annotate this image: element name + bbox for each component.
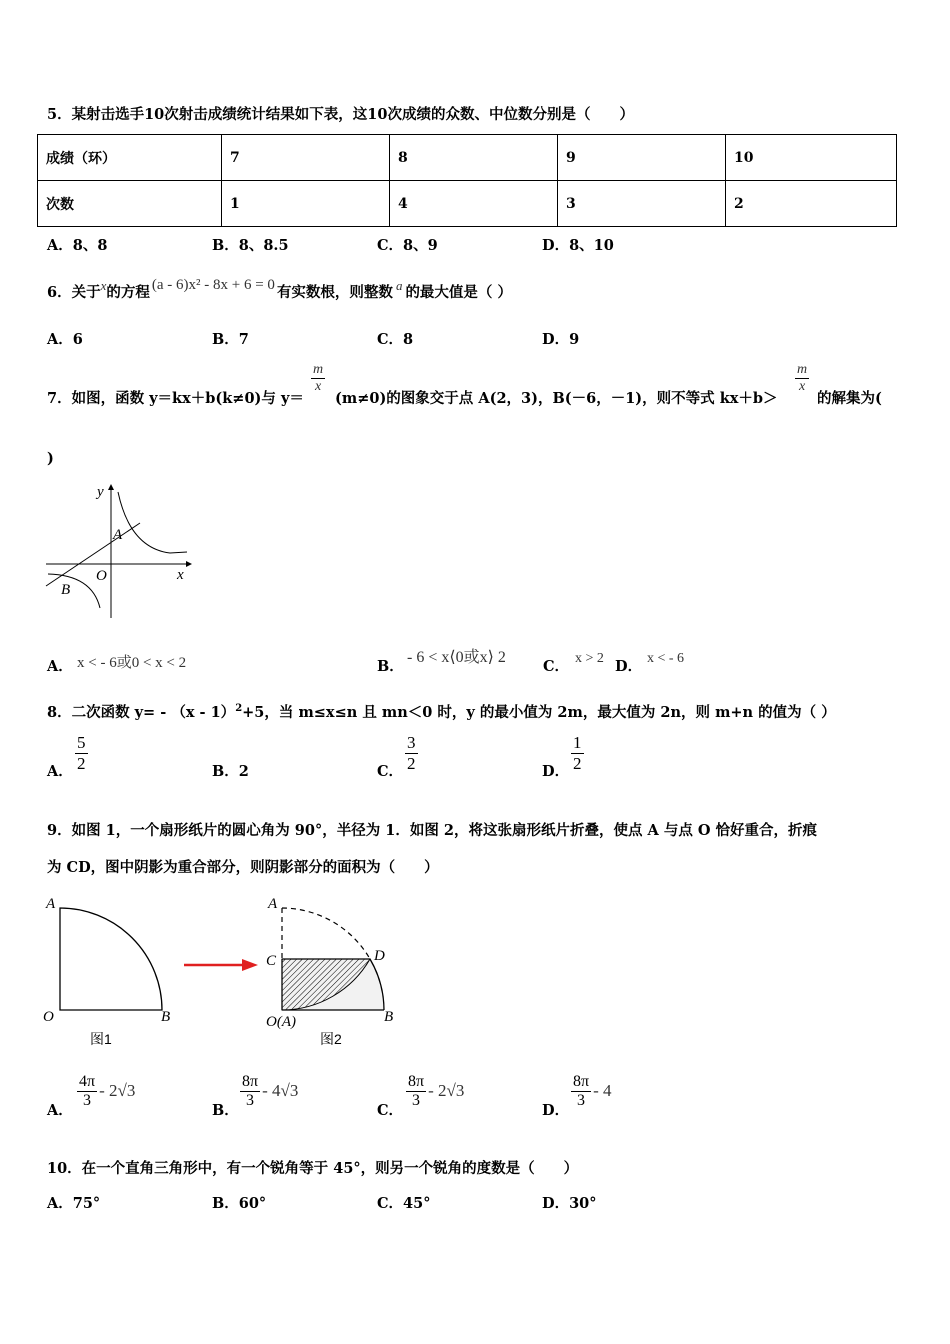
caption-fig2: 图2 — [320, 1031, 342, 1047]
x-label: x — [177, 567, 184, 583]
q8-stem-b: +5，当 m≤x≤n 且 mn＜0 时，y 的最小值为 2m，最大值为 2n，则 m+n 的值为（ ） — [242, 704, 836, 721]
label-o: O — [43, 1009, 54, 1025]
q7-fraction-1 — [311, 362, 325, 395]
q10-option-c: C．45° — [377, 1195, 431, 1212]
q8-stem — [47, 701, 836, 722]
q8-option-c-fraction — [405, 733, 418, 774]
frac-denominator: 3 — [571, 1091, 591, 1110]
q6-equation: (a - 6)x² - 8x + 6 = 0 — [151, 277, 275, 293]
q7-option-a-label: A． — [47, 658, 73, 675]
q10-option-d: D．30° — [542, 1195, 597, 1212]
q8-option-d-fraction — [571, 733, 584, 774]
q5-stem: 5．某射击选手10次射击成绩统计结果如下表，这10次成绩的众数、中位数分别是（ ） — [47, 106, 634, 123]
q7-option-c-math: x > 2 — [575, 651, 604, 666]
frac-denominator: 2 — [407, 754, 416, 773]
q8-stem-a: 8．二次函数 y= - （x - 1） — [47, 704, 236, 721]
q6-prefix: 6．关于 — [47, 284, 101, 301]
figure-2 — [258, 890, 418, 1052]
label-b: B — [161, 1009, 171, 1025]
table-cell: 成绩（环） — [38, 135, 222, 181]
frac-numerator: 5 — [77, 733, 86, 752]
q7-option-b-label: B． — [377, 658, 404, 675]
frac-denominator: 2 — [77, 754, 86, 773]
q5-option-d: D．8、10 — [542, 237, 614, 254]
line-graph — [46, 523, 140, 586]
table-cell: 4 — [390, 181, 558, 227]
table-cell: 8 — [390, 135, 558, 181]
label-a: A — [46, 896, 56, 912]
q8-superscript: 2 — [235, 703, 243, 715]
frac-denominator: 2 — [573, 754, 582, 773]
q7-option-d-math: x < - 6 — [647, 651, 685, 666]
frac-numerator: m — [313, 362, 324, 377]
q9-option-b-label: B． — [212, 1102, 239, 1119]
sector-shape — [60, 908, 162, 1010]
q6-var-a: a — [395, 278, 403, 293]
frac-numerator: 8π — [408, 1073, 425, 1090]
q8-option-a-label: A． — [47, 763, 73, 780]
expr-tail: - 4 — [593, 1081, 612, 1100]
frac-numerator: 3 — [407, 733, 416, 752]
q6-stem — [47, 277, 512, 302]
q7-stem-part2: (m≠0)的图象交于点 A(2，3)，B(－6，－1)，则不等式 kx＋b＞ — [335, 390, 778, 407]
frac-denominator: x — [795, 378, 809, 395]
q6-suffix: 的最大值是（ ） — [405, 284, 512, 301]
point-a-label: A — [113, 527, 123, 543]
table-cell: 2 — [726, 181, 897, 227]
q7-stem-part1: 7．如图，函数 y＝kx＋b(k≠0)与 y＝ — [47, 390, 304, 407]
hyperbola-branch-1 — [118, 492, 187, 553]
q5-option-a: A．8、8 — [47, 237, 108, 254]
expr-tail: - 2√3 — [428, 1081, 465, 1100]
frac-denominator: 3 — [240, 1091, 260, 1110]
red-arrow-icon — [182, 955, 262, 975]
label-oa: O(A) — [266, 1014, 296, 1030]
figure-1 — [40, 890, 190, 1050]
label-a: A — [268, 896, 278, 912]
label-b: B — [384, 1009, 394, 1025]
q9-stem-line1: 9．如图 1，一个扇形纸片的圆心角为 90°，半径为 1．如图 2，将这张扇形纸片折叠，使点 A 与点 O 恰好重合，折痕 — [47, 822, 818, 839]
frac-numerator: 1 — [573, 733, 582, 752]
expr-tail: - 4√3 — [262, 1081, 299, 1100]
q7-option-d-label: D． — [615, 658, 643, 675]
q9-option-a-label: A． — [47, 1102, 73, 1119]
q7-stem-line2: ) — [47, 450, 54, 467]
table-cell: 7 — [222, 135, 390, 181]
q9-option-d-label: D． — [542, 1102, 570, 1119]
caption-fig1: 图1 — [90, 1031, 112, 1047]
q6-mid: 的方程 — [106, 284, 150, 301]
q9-option-d-expr — [571, 1073, 612, 1110]
q5-option-c: C．8、9 — [377, 237, 438, 254]
frac-denominator: x — [311, 378, 325, 395]
frac-numerator: m — [797, 362, 808, 377]
dashed-arc — [282, 908, 370, 959]
q6-option-a: A．6 — [47, 331, 83, 348]
q7-option-c-label: C． — [543, 658, 570, 675]
q6-var-x: x — [100, 278, 107, 293]
score-table — [37, 134, 897, 227]
table-cell: 3 — [558, 181, 726, 227]
q8-option-d-label: D． — [542, 763, 570, 780]
y-label: y — [97, 484, 104, 500]
q9-option-a-expr — [77, 1073, 135, 1110]
q10-option-b: B．60° — [212, 1195, 267, 1212]
label-c: C — [266, 953, 277, 969]
q10-option-a: A．75° — [47, 1195, 101, 1212]
q7-fraction-2 — [795, 362, 809, 395]
q9-option-c-label: C． — [377, 1102, 404, 1119]
q8-option-a-fraction — [75, 733, 88, 774]
q6-option-c: C．8 — [377, 331, 414, 348]
q8-option-b: B．2 — [212, 763, 249, 780]
q6-option-d: D．9 — [542, 331, 580, 348]
q7-graph — [40, 478, 200, 623]
q8-option-c-label: C． — [377, 763, 404, 780]
q9-stem-line2: 为 CD，图中阴影为重合部分，则阴影部分的面积为（ ） — [47, 859, 439, 876]
frac-denominator: 3 — [77, 1091, 97, 1110]
frac-numerator: 8π — [573, 1073, 590, 1090]
frac-numerator: 8π — [242, 1073, 259, 1090]
table-cell: 1 — [222, 181, 390, 227]
q7-option-b-math: - 6 < x⟨0或x⟩ 2 — [407, 649, 506, 666]
q9-option-b-expr — [240, 1073, 298, 1110]
table-row — [38, 135, 897, 181]
q9-option-c-expr — [406, 1073, 464, 1110]
q7-option-a-math: x < - 6或0 < x < 2 — [77, 655, 187, 671]
table-cell: 次数 — [38, 181, 222, 227]
point-b-label: B — [61, 582, 71, 598]
table-cell: 10 — [726, 135, 897, 181]
origin-label: O — [96, 568, 107, 584]
table-cell: 9 — [558, 135, 726, 181]
q6-option-b: B．7 — [212, 331, 249, 348]
frac-denominator: 3 — [406, 1091, 426, 1110]
frac-numerator: 4π — [79, 1073, 96, 1090]
q10-stem: 10．在一个直角三角形中，有一个锐角等于 45°，则另一个锐角的度数是（ ） — [47, 1160, 579, 1177]
q6-mid2: 有实数根，则整数 — [276, 284, 393, 301]
q7-stem-part3: 的解集为( — [817, 390, 882, 407]
q5-option-b: B．8、8.5 — [212, 237, 289, 254]
label-d: D — [374, 948, 385, 964]
table-row — [38, 181, 897, 227]
expr-tail: - 2√3 — [99, 1081, 136, 1100]
